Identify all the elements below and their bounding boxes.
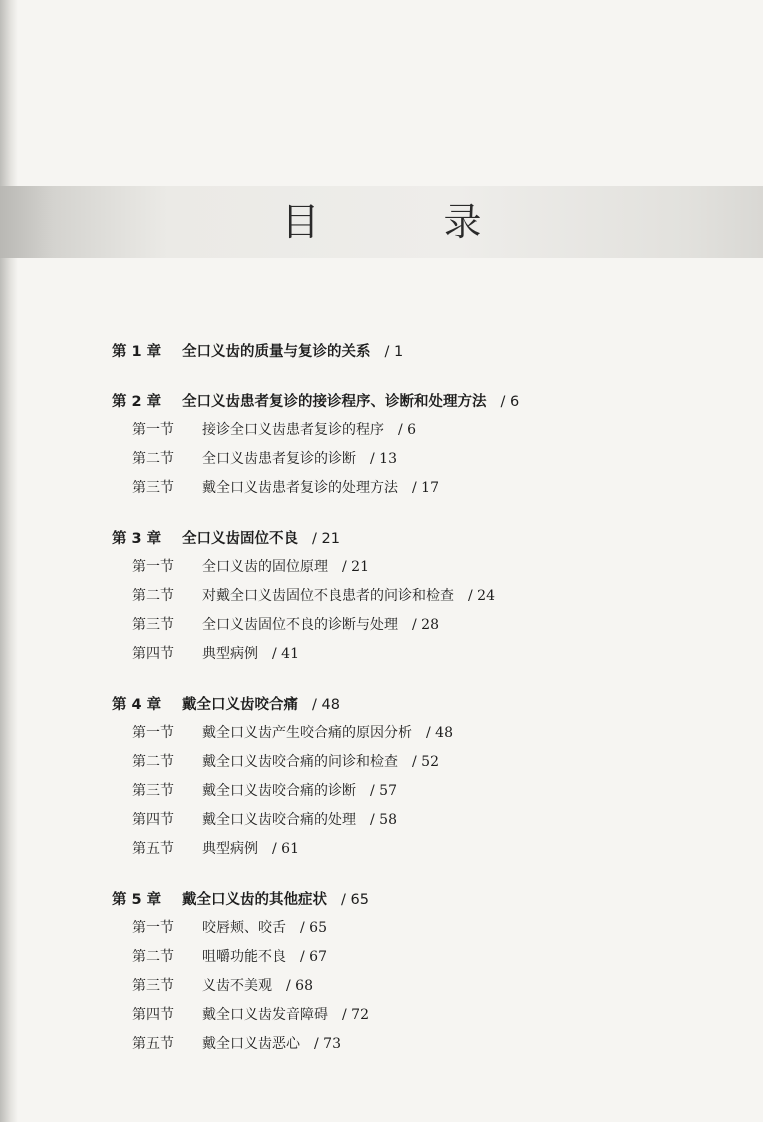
- section-label: 第二节: [132, 451, 174, 467]
- section-item[interactable]: [112, 416, 712, 445]
- page-number: / 67: [300, 949, 327, 965]
- chapter-2: [112, 388, 712, 503]
- binding-shadow: [0, 0, 18, 1122]
- section-item[interactable]: [112, 972, 712, 1001]
- section-title: 全口义齿的固位原理: [202, 559, 328, 575]
- page-number: / 72: [342, 1007, 369, 1023]
- chapter-1: [112, 338, 712, 366]
- section-label: 第四节: [132, 812, 174, 828]
- section-label: 第二节: [132, 588, 174, 604]
- section-title: 咬唇颊、咬舌: [202, 920, 286, 936]
- section-item[interactable]: [112, 445, 712, 474]
- section-item[interactable]: [112, 748, 712, 777]
- section-title: 全口义齿患者复诊的诊断: [202, 451, 356, 467]
- section-title: 戴全口义齿咬合痛的诊断: [202, 783, 356, 799]
- section-label: 第四节: [132, 1007, 174, 1023]
- section-title: 义齿不美观: [202, 978, 272, 994]
- page-number: / 65: [341, 892, 369, 908]
- page-title: 目 录: [281, 200, 538, 244]
- section-item[interactable]: [112, 474, 712, 503]
- page-number: / 48: [426, 725, 453, 741]
- section-title: 戴全口义齿恶心: [202, 1036, 300, 1052]
- chapter-label: 第 2 章: [112, 394, 162, 410]
- section-label: 第三节: [132, 480, 174, 496]
- section-label: 第四节: [132, 646, 174, 662]
- section-item[interactable]: [112, 640, 712, 669]
- chapter-heading[interactable]: [112, 525, 712, 553]
- table-of-contents: [112, 338, 712, 1059]
- chapter-label: 第 5 章: [112, 892, 162, 908]
- section-item[interactable]: [112, 806, 712, 835]
- section-title: 典型病例: [202, 646, 258, 662]
- page-number: / 61: [272, 841, 299, 857]
- chapter-label: 第 3 章: [112, 531, 162, 547]
- page-number: / 52: [412, 754, 439, 770]
- chapter-heading[interactable]: [112, 388, 712, 416]
- page-number: / 68: [286, 978, 313, 994]
- chapter-title: 全口义齿患者复诊的接诊程序、诊断和处理方法: [182, 394, 487, 410]
- page-number: / 17: [412, 480, 439, 496]
- section-label: 第五节: [132, 841, 174, 857]
- section-title: 戴全口义齿发音障碍: [202, 1007, 328, 1023]
- section-title: 戴全口义齿咬合痛的问诊和检查: [202, 754, 398, 770]
- section-item[interactable]: [112, 719, 712, 748]
- chapter-title: 戴全口义齿咬合痛: [182, 697, 298, 713]
- chapter-4: [112, 691, 712, 864]
- chapter-heading[interactable]: [112, 691, 712, 719]
- page-number: / 13: [370, 451, 397, 467]
- section-item[interactable]: [112, 777, 712, 806]
- section-item[interactable]: [112, 582, 712, 611]
- chapter-title: 全口义齿的质量与复诊的关系: [182, 344, 371, 360]
- page-number: / 48: [312, 697, 340, 713]
- section-label: 第一节: [132, 559, 174, 575]
- page-number: / 6: [398, 422, 417, 438]
- page-number: / 73: [314, 1036, 341, 1052]
- page-number: / 21: [312, 531, 340, 547]
- chapter-label: 第 1 章: [112, 344, 162, 360]
- chapter-label: 第 4 章: [112, 697, 162, 713]
- section-label: 第二节: [132, 949, 174, 965]
- chapter-title: 戴全口义齿的其他症状: [182, 892, 327, 908]
- section-item[interactable]: [112, 914, 712, 943]
- section-item[interactable]: [112, 611, 712, 640]
- section-label: 第一节: [132, 920, 174, 936]
- page-number: / 1: [384, 344, 404, 360]
- section-title: 戴全口义齿产生咬合痛的原因分析: [202, 725, 412, 741]
- page-number: / 24: [468, 588, 495, 604]
- chapter-title: 全口义齿固位不良: [182, 531, 298, 547]
- page-number: / 21: [342, 559, 369, 575]
- section-label: 第一节: [132, 422, 174, 438]
- section-label: 第三节: [132, 783, 174, 799]
- section-item[interactable]: [112, 553, 712, 582]
- section-label: 第二节: [132, 754, 174, 770]
- section-label: 第一节: [132, 725, 174, 741]
- section-label: 第五节: [132, 1036, 174, 1052]
- section-title: 戴全口义齿咬合痛的处理: [202, 812, 356, 828]
- section-item[interactable]: [112, 943, 712, 972]
- section-item[interactable]: [112, 1001, 712, 1030]
- page-number: / 65: [300, 920, 327, 936]
- page-number: / 58: [370, 812, 397, 828]
- page-number: / 28: [412, 617, 439, 633]
- chapter-3: [112, 525, 712, 669]
- page-number: / 41: [272, 646, 299, 662]
- section-item[interactable]: [112, 835, 712, 864]
- section-item[interactable]: [112, 1030, 712, 1059]
- section-title: 接诊全口义齿患者复诊的程序: [202, 422, 384, 438]
- section-title: 咀嚼功能不良: [202, 949, 286, 965]
- chapter-5: [112, 886, 712, 1059]
- chapter-heading[interactable]: [112, 886, 712, 914]
- section-title: 全口义齿固位不良的诊断与处理: [202, 617, 398, 633]
- section-title: 戴全口义齿患者复诊的处理方法: [202, 480, 398, 496]
- page-number: / 6: [500, 394, 520, 410]
- section-label: 第三节: [132, 978, 174, 994]
- section-title: 对戴全口义齿固位不良患者的问诊和检查: [202, 588, 454, 604]
- page-number: / 57: [370, 783, 397, 799]
- section-title: 典型病例: [202, 841, 258, 857]
- chapter-heading[interactable]: [112, 338, 712, 366]
- section-label: 第三节: [132, 617, 174, 633]
